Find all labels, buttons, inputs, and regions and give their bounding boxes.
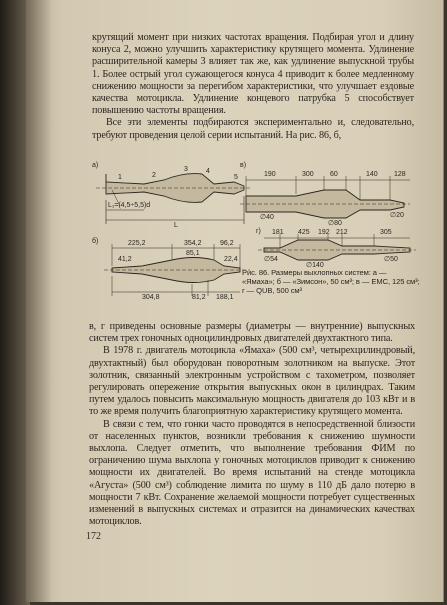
part-number-label: 2 (152, 172, 156, 179)
dim-label: 225,2 (128, 240, 146, 247)
page-number: 172 (86, 531, 101, 542)
bottom-text-block (89, 321, 415, 528)
dim-label: ∅40 (260, 214, 274, 221)
dim-label: 81,2 (192, 294, 206, 301)
panel-v-pipe-drawing (240, 176, 410, 218)
panel-b-letter: б) (92, 238, 99, 245)
dim-label: 85,1 (186, 250, 200, 257)
page-gutter-shadow (26, 0, 52, 602)
dim-label: 212 (336, 229, 348, 236)
dim-label: 305 (380, 229, 392, 236)
figure-caption: Рис. 86. Размеры выхлопных систем: а — «Ямаха»; б — «Зимсон», 50 см³; в — EMC, 125 см³; г — QUB, 500 см³ (242, 268, 420, 296)
dim-length-label: L (174, 222, 178, 229)
paragraph: В связи с тем, что гонки часто проводятся в непосредственной близости от населенных пунктов, возникли требования к снижению шумности выхлопа. Следует отметить, что выполнение требования ФИМ по ограничению шума выхлопа у гоночных мотоциклов приводит к снижению мощности их двигателей. Во время испытаний на стенде мотоцикла «Агуста» (500 см³) соблюдение лимита по шуму в 110 дБ дало потерю в мощности 7 кВт. Сохранение желаемой мощности потребует существенных изменений в выпускных системах и отразится на динамических качествах мотоциклов. (89, 418, 415, 528)
part-number-label: 5 (234, 174, 238, 181)
paragraph: Все эти элементы подбираются экспериментально и, следовательно, требуют проведения целой серии испытаний. На рис. 86, б, (92, 117, 414, 141)
part-number-label: 3 (184, 166, 188, 173)
dim-label: 425 (298, 229, 310, 236)
top-text-block (92, 32, 414, 142)
paragraph: В 1978 г. двигатель мотоцикла «Ямаха» (500 см³, четырехцилиндровый, двухтактный) был оборудован поворотным золотником на выпуске. Этот золотник, связанный электронным устройством с тахометром, позволяет регулировать опережение открытия выпускных окон в цилиндрах. Таким путем удалось повысить максимальную мощность двигателя до 103 кВт и в то же время получить благоприятную характеристику крутящего момента. (89, 345, 415, 418)
dim-label: 190 (264, 171, 276, 178)
paragraph: в, г приведены основные размеры (диаметры — внутренние) выпускных систем трех гоночных одноцилиндровых двигателей двухтактного типа. (89, 321, 415, 345)
dim-formula-label: L₁=(4,5÷5,5)d (108, 202, 151, 209)
part-number-label: 1 (118, 174, 122, 181)
dim-label: 188,1 (216, 294, 234, 301)
dim-label: 60 (330, 171, 338, 178)
dim-label: 192 (318, 229, 330, 236)
panel-g-letter: г) (256, 228, 261, 235)
dim-label: 354,2 (184, 240, 202, 247)
dim-label: ∅50 (384, 256, 398, 263)
dim-label: 128 (394, 171, 406, 178)
dim-label: 300 (302, 171, 314, 178)
panel-v-letter: в) (240, 162, 247, 169)
dim-label: ∅140 (306, 262, 324, 269)
dim-label: ∅20 (390, 212, 404, 219)
part-number-label: 4 (206, 168, 210, 175)
dim-label: 181 (272, 229, 284, 236)
dim-label: 22,4 (224, 256, 238, 263)
dim-label: 140 (366, 171, 378, 178)
paragraph: крутящий момент при низких частотах вращения. Подбирая угол и длину конуса 2, можно улучшить характеристику крутящего момента. Удлинение расширительной камеры 3 влияет так же, как удлинение выпускной трубы 1. Более острый угол сужающегося конуса 4 приводит к более медленному снижению мощности за перегибом характеристики, что улучшает ездовые качества мотоцикла. Удлинение концевого патрубка 5 способствует повышению частоты вращения. (92, 32, 414, 117)
panel-a-letter: а) (92, 162, 99, 169)
panel-b-pipe-drawing (104, 244, 250, 296)
dim-label: 41,2 (118, 256, 132, 263)
dim-label: ∅54 (264, 256, 278, 263)
dim-label: 304,8 (142, 294, 160, 301)
dim-label: ∅80 (328, 220, 342, 227)
dim-label: 96,2 (220, 240, 234, 247)
